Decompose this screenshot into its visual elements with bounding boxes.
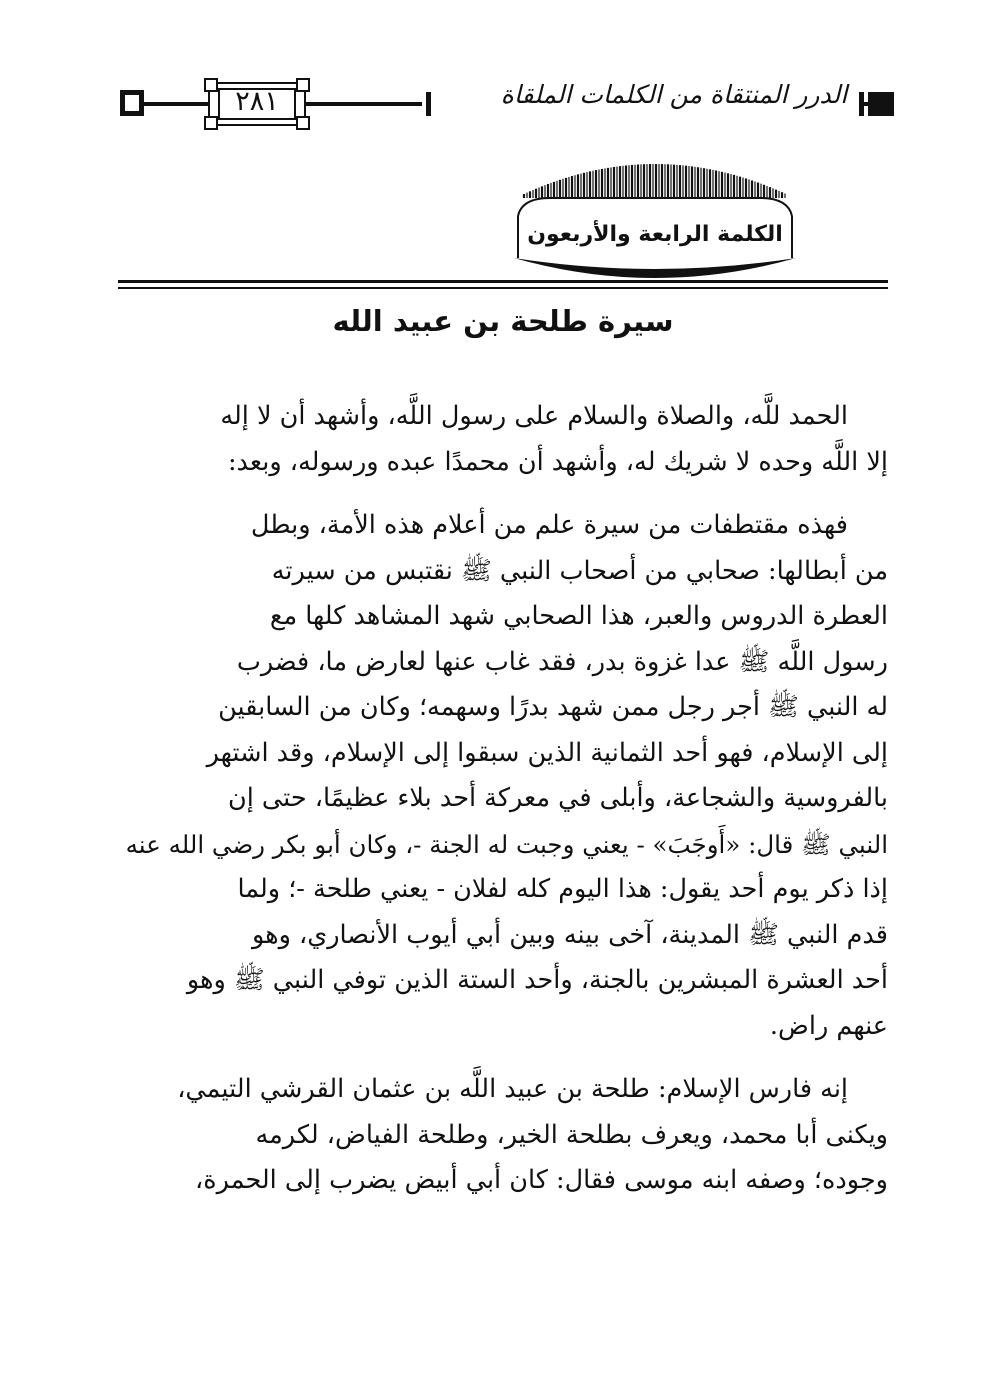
text-line: إذا ذكر يوم أحد يقول: هذا اليوم كله لفلان - يعني طلحة -؛ ولما: [237, 874, 888, 904]
book-title: الدرر المنتقاة من الكلمات الملقاة: [500, 80, 848, 109]
text-line: بالفروسية والشجاعة، وأبلى في معركة أحد بلاء عظيمًا، حتى إن: [228, 783, 888, 813]
page-number: ٢٨١: [235, 86, 279, 117]
text-line: إنه فارس الإسلام: طلحة بن عبيد اللَّه بن عثمان القرشي التيمي،: [177, 1074, 848, 1104]
text-line: إلى الإسلام، فهو أحد الثمانية الذين سبقوا إلى الإسلام، وقد اشتهر: [206, 737, 888, 768]
text-line: العطرة الدروس والعبر، هذا الصحابي شهد المشاهد كلها مع: [269, 601, 888, 631]
text-line: رسول اللَّه ﷺ عدا غزوة بدر، فقد غاب عنها لعارض ما، فضرب: [236, 646, 888, 677]
chapter-ornament: [510, 158, 800, 278]
chapter-frame-icon: [510, 158, 800, 278]
header-rule-left: [144, 102, 208, 106]
running-header: [112, 80, 894, 132]
header-solid-square-icon: [868, 92, 894, 116]
text-line: وجوده؛ وصفه ابنه موسى فقال: كان أبي أبيض يضرب إلى الحمرة،: [195, 1165, 888, 1195]
text-line: إلا اللَّه وحده لا شريك له، وأشهد أن محمدًا عبده ورسوله، وبعد:: [227, 446, 888, 477]
header-divider-bar: [426, 92, 431, 116]
header-hollow-square-icon: [120, 90, 144, 116]
section-rule: [118, 287, 888, 289]
text-line: النبي ﷺ قال: «أَوجَبَ» - يعني وجبت له الجنة -، وكان أبو بكر رضي الله عنه: [125, 829, 888, 859]
text-line: قدم النبي ﷺ المدينة، آخى بينه وبين أبي أيوب الأنصاري، وهو: [251, 919, 888, 950]
paragraph: [118, 503, 888, 1049]
chapter-label: الكلمة الرابعة والأربعون: [527, 222, 783, 247]
article-body: [118, 394, 888, 1222]
text-line: ويكنى أبا محمد، ويعرف بطلحة الخير، وطلحة الفياض، لكرمه: [255, 1119, 888, 1150]
article-title: سيرة طلحة بن عبيد الله: [332, 304, 674, 338]
text-line: فهذه مقتطفات من سيرة علم من أعلام هذه الأمة، وبطل: [250, 510, 848, 540]
page-number-frame: [208, 82, 306, 126]
header-rule-middle: [306, 102, 422, 106]
text-line: الحمد للَّه، والصلاة والسلام على رسول اللَّه، وأشهد أن لا إله: [220, 401, 848, 431]
text-line: من أبطالها: صحابي من أصحاب النبي ﷺ نقتبس من سيرته: [271, 555, 888, 586]
paragraph: [118, 394, 888, 485]
text-line: له النبي ﷺ أجر رجل ممن شهد بدرًا وسهمه؛ وكان من السابقين: [218, 692, 888, 722]
paragraph: [118, 1067, 888, 1204]
text-line: أحد العشرة المبشرين بالجنة، وأحد الستة الذين توفي النبي ﷺ وهو: [186, 965, 888, 995]
section-rule: [118, 280, 888, 283]
text-line: عنهم راض.: [769, 1010, 888, 1041]
